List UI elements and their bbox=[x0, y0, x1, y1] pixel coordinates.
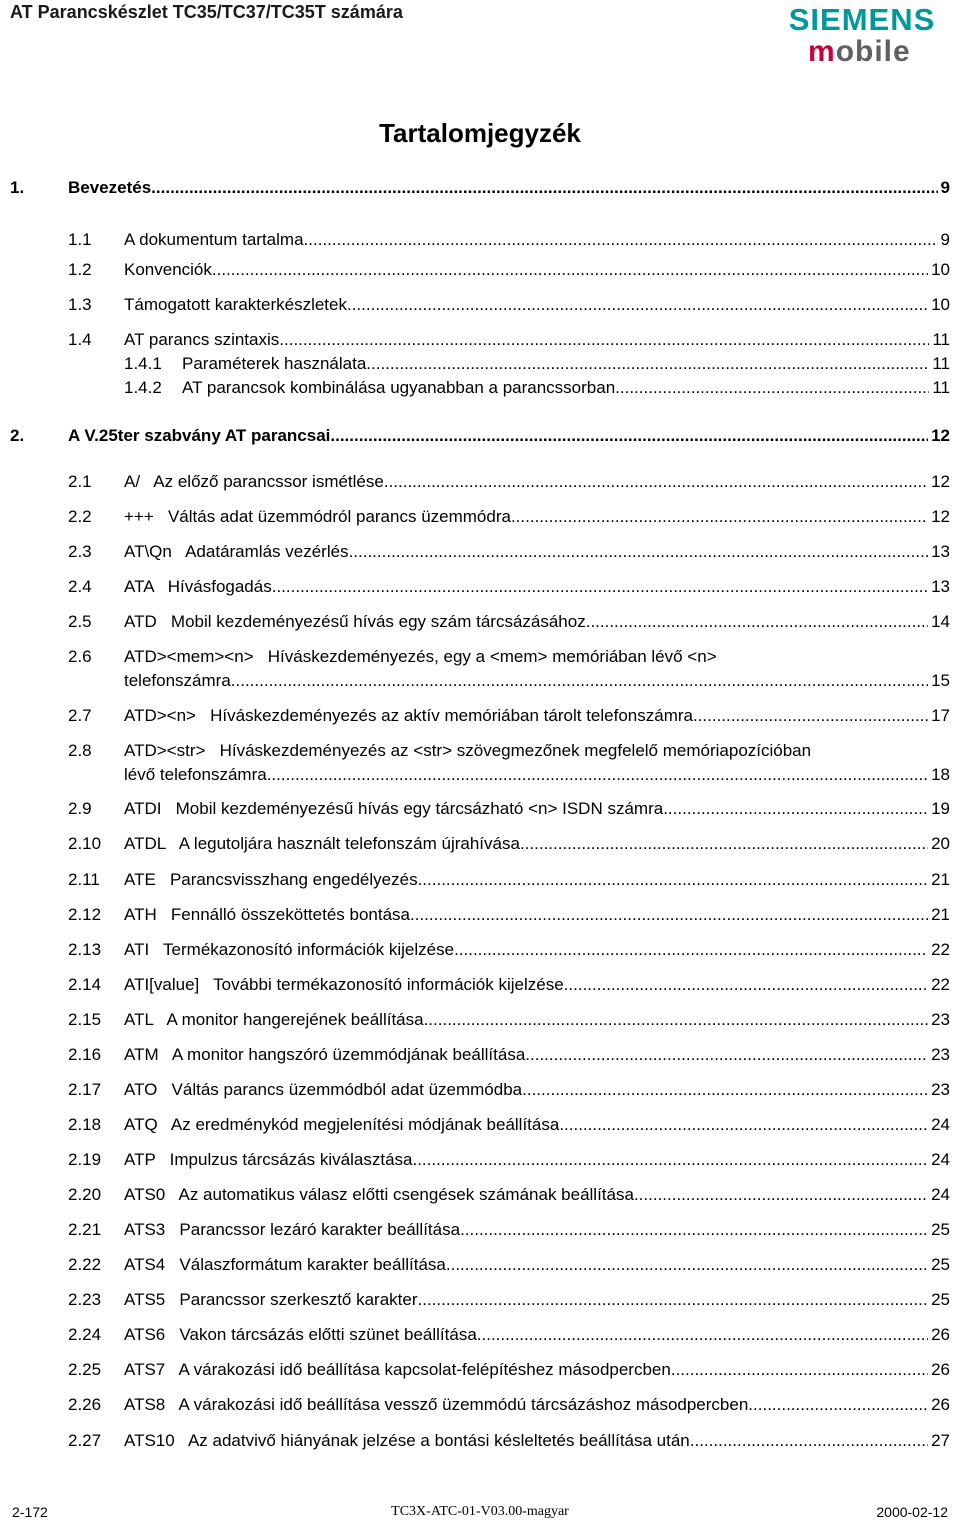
toc-entry-text: ATI Termékazonosító információk kijelzése bbox=[124, 940, 455, 959]
toc-entry-page: 23 bbox=[931, 1045, 950, 1064]
toc-entry-text: ATD><str> Híváskezdeményezés az <str> szövegmezőnek megfelelő memóriapozícióban bbox=[124, 741, 812, 760]
toc-entry-page: 20 bbox=[931, 834, 950, 853]
toc-entry-text: ATS8 A várakozási idő beállítása vessző üzemmódú tárcsázáshoz másodpercben bbox=[124, 1395, 749, 1414]
toc-entry-text: ATDI Mobil kezdeményezésű hívás egy tárcsázható <n> ISDN számra bbox=[124, 799, 664, 818]
toc-entry-text: ATM A monitor hangszóró üzemmódjának beállítása bbox=[124, 1045, 526, 1064]
toc-entry[interactable] bbox=[68, 832, 950, 856]
toc-dot-leader bbox=[212, 258, 928, 282]
toc-entry-number: 2.16 bbox=[68, 1045, 102, 1064]
toc-entry-page: 22 bbox=[931, 940, 950, 959]
toc-entry[interactable] bbox=[68, 293, 950, 317]
logo-mobile-m: m bbox=[808, 35, 836, 68]
toc-entry-page: 9 bbox=[940, 178, 950, 197]
logo-siemens-text: SIEMENS bbox=[788, 2, 936, 37]
toc-dot-leader bbox=[690, 1429, 928, 1453]
toc-entry-text: ATS3 Parancssor lezáró karakter beállítása bbox=[124, 1220, 461, 1239]
toc-entry-text: ATD Mobil kezdeményezésű hívás egy szám tárcsázásához bbox=[124, 612, 586, 631]
toc-entry[interactable] bbox=[68, 1148, 950, 1172]
logo-mobile-rest: obile bbox=[835, 35, 911, 68]
toc-entry[interactable] bbox=[68, 797, 950, 821]
toc-entry-text: AT\Qn Adatáramlás vezérlés bbox=[124, 542, 349, 561]
toc-entry-text: ATA Hívásfogadás bbox=[124, 577, 272, 596]
toc-entry[interactable] bbox=[68, 1218, 950, 1242]
toc-entry-page: 9 bbox=[940, 230, 950, 249]
toc-entry-text: ATS7 A várakozási idő beállítása kapcsolat-felépítéshez másodpercben bbox=[124, 1360, 671, 1379]
toc-dot-leader bbox=[267, 763, 928, 787]
toc-entry[interactable] bbox=[68, 739, 950, 787]
toc-entry[interactable] bbox=[68, 903, 950, 927]
toc-entry-number: 1.3 bbox=[68, 295, 92, 314]
toc-entry-text: ATL A monitor hangerejének beállítása bbox=[124, 1010, 424, 1029]
toc-entry-page: 12 bbox=[931, 472, 950, 491]
toc-entry[interactable] bbox=[68, 540, 950, 564]
toc-entry[interactable] bbox=[10, 176, 950, 200]
toc-dot-leader bbox=[522, 1078, 928, 1102]
toc-entry[interactable] bbox=[68, 505, 950, 529]
toc-entry[interactable] bbox=[68, 470, 950, 494]
toc-entry-page: 24 bbox=[931, 1150, 950, 1169]
toc-entry-text: ATH Fennálló összeköttetés bontása bbox=[124, 905, 411, 924]
toc-entry-text: Konvenciók bbox=[124, 260, 212, 279]
toc-entry-text: ATP Impulzus tárcsázás kiválasztása bbox=[124, 1150, 413, 1169]
toc-entry-number: 2.1 bbox=[68, 472, 92, 491]
toc-dot-leader bbox=[663, 797, 928, 821]
toc-dot-leader bbox=[460, 1218, 928, 1242]
toc-entry-page: 27 bbox=[931, 1431, 950, 1450]
toc-entry[interactable] bbox=[68, 1183, 950, 1207]
toc-entry-text: ATS4 Válaszformátum karakter beállítása bbox=[124, 1255, 446, 1274]
toc-dot-leader bbox=[559, 1113, 928, 1137]
toc-entry-number: 2.26 bbox=[68, 1395, 102, 1414]
toc-dot-leader bbox=[693, 704, 928, 728]
toc-entry-number: 2.23 bbox=[68, 1290, 102, 1309]
footer-page-number: 2-172 bbox=[12, 1504, 48, 1520]
toc-entry-page: 17 bbox=[931, 706, 950, 725]
toc-entry[interactable] bbox=[68, 1043, 950, 1067]
toc-entry[interactable] bbox=[68, 704, 950, 728]
toc-entry[interactable] bbox=[68, 610, 950, 634]
toc-entry-text: A/ Az előző parancssor ismétlése bbox=[124, 472, 384, 491]
toc-entry-text: AT parancs szintaxis bbox=[124, 330, 280, 349]
toc-dot-leader bbox=[412, 1148, 928, 1172]
toc-entry-number: 2.10 bbox=[68, 834, 102, 853]
toc-entry-page: 26 bbox=[931, 1325, 950, 1344]
toc-entry-number: 2. bbox=[10, 426, 25, 445]
toc-entry[interactable] bbox=[124, 352, 950, 376]
toc-entry-text: +++ Váltás adat üzemmódról parancs üzemmódra bbox=[124, 507, 511, 526]
toc-entry-text: Bevezetés bbox=[68, 178, 152, 197]
toc-entry[interactable] bbox=[68, 228, 950, 252]
toc-entry-page: 26 bbox=[931, 1395, 950, 1414]
toc-entry[interactable] bbox=[68, 575, 950, 599]
toc-entry-number: 1.1 bbox=[68, 230, 92, 249]
toc-entry-number: 2.22 bbox=[68, 1255, 102, 1274]
footer-document-id: TC3X-ATC-01-V03.00-magyar bbox=[391, 1504, 569, 1519]
toc-entry[interactable] bbox=[10, 424, 950, 448]
toc-entry[interactable] bbox=[68, 1358, 950, 1382]
toc-dot-leader bbox=[634, 1183, 928, 1207]
toc-entry-text: Paraméterek használata bbox=[182, 354, 367, 373]
toc-entry-number: 2.13 bbox=[68, 940, 102, 959]
toc-dot-leader bbox=[564, 973, 928, 997]
toc-entry-page: 21 bbox=[931, 905, 950, 924]
toc-entry-text: ATS0 Az automatikus válasz előtti csengések számának beállítása bbox=[124, 1185, 634, 1204]
toc-entry-text: ATO Váltás parancs üzemmódból adat üzemmódba bbox=[124, 1080, 523, 1099]
toc-entry-number: 1.4.2 bbox=[124, 378, 162, 397]
toc-dot-leader bbox=[330, 424, 928, 448]
toc-entry[interactable] bbox=[68, 1008, 950, 1032]
toc-entry-page: 21 bbox=[931, 870, 950, 889]
toc-dot-leader bbox=[304, 228, 938, 252]
toc-entry-page: 23 bbox=[931, 1010, 950, 1029]
toc-dot-leader bbox=[151, 176, 937, 200]
toc-entry-number: 2.25 bbox=[68, 1360, 102, 1379]
toc-entry-number: 2.14 bbox=[68, 975, 102, 994]
toc-entry-number: 2.7 bbox=[68, 706, 92, 725]
toc-entry-number: 2.9 bbox=[68, 799, 92, 818]
toc-entry-text: ATD><mem><n> Híváskezdeményezés, egy a <mem> memóriában lévő <n> bbox=[124, 647, 717, 666]
footer-date: 2000-02-12 bbox=[876, 1504, 948, 1520]
toc-entry[interactable] bbox=[68, 1288, 950, 1312]
toc-entry-page: 18 bbox=[931, 765, 950, 784]
toc-entry[interactable] bbox=[124, 376, 950, 400]
toc-dot-leader bbox=[272, 575, 928, 599]
toc-entry-number: 2.24 bbox=[68, 1325, 102, 1344]
toc-entry-number: 2.8 bbox=[68, 741, 92, 760]
toc-dot-leader bbox=[349, 540, 929, 564]
toc-entry-text: A V.25ter szabvány AT parancsai bbox=[68, 426, 331, 445]
toc-entry-number: 1.2 bbox=[68, 260, 92, 279]
toc-dot-leader bbox=[615, 376, 929, 400]
toc-entry-text: ATS10 Az adatvivő hiányának jelzése a bontási késleltetés beállítása után bbox=[124, 1431, 690, 1450]
toc-entry-page: 15 bbox=[931, 671, 950, 690]
toc-entry-page: 13 bbox=[931, 577, 950, 596]
toc-entry-number: 2.5 bbox=[68, 612, 92, 631]
toc-entry-number: 2.19 bbox=[68, 1150, 102, 1169]
toc-dot-leader bbox=[520, 832, 928, 856]
toc-entry-number: 2.20 bbox=[68, 1185, 102, 1204]
toc-entry-number: 1.4 bbox=[68, 330, 92, 349]
toc-entry[interactable] bbox=[68, 1253, 950, 1277]
toc-entry-page: 25 bbox=[931, 1220, 950, 1239]
toc-entry-page: 12 bbox=[931, 507, 950, 526]
toc-entry[interactable] bbox=[68, 328, 950, 352]
toc-entry-number: 2.15 bbox=[68, 1010, 102, 1029]
toc-dot-leader bbox=[748, 1393, 928, 1417]
toc-entry-page: 22 bbox=[931, 975, 950, 994]
toc-dot-leader bbox=[231, 669, 928, 693]
toc-entry[interactable] bbox=[68, 938, 950, 962]
toc-entry-page: 10 bbox=[931, 260, 950, 279]
toc-entry-text: ATQ Az eredménykód megjelenítési módjának beállítása bbox=[124, 1115, 560, 1134]
toc-entry-text: Támogatott karakterkészletek bbox=[124, 295, 347, 314]
toc-entry-page: 11 bbox=[932, 354, 950, 373]
toc-entry-number: 2.18 bbox=[68, 1115, 102, 1134]
toc-entry-text: ATS6 Vakon tárcsázás előtti szünet beállítása bbox=[124, 1325, 477, 1344]
toc-entry[interactable] bbox=[68, 1323, 950, 1347]
toc-dot-leader bbox=[410, 903, 928, 927]
toc-dot-leader bbox=[454, 938, 928, 962]
toc-entry-number: 2.17 bbox=[68, 1080, 102, 1099]
toc-entry[interactable] bbox=[68, 1429, 950, 1453]
toc-entry-page: 11 bbox=[932, 330, 950, 349]
toc-entry-page: 12 bbox=[931, 426, 950, 445]
toc-entry-text-continued: telefonszámra bbox=[124, 671, 231, 690]
toc-entry[interactable] bbox=[68, 645, 950, 693]
toc-entry-page: 11 bbox=[932, 378, 950, 397]
toc-entry-page: 26 bbox=[931, 1360, 950, 1379]
toc-entry-page: 24 bbox=[931, 1115, 950, 1134]
toc-entry-page: 13 bbox=[931, 542, 950, 561]
toc-entry-number: 2.21 bbox=[68, 1220, 102, 1239]
toc-dot-leader bbox=[477, 1323, 928, 1347]
toc-dot-leader bbox=[511, 505, 928, 529]
toc-entry-text: AT parancsok kombinálása ugyanabban a parancssorban bbox=[182, 378, 616, 397]
toc-entry-page: 25 bbox=[931, 1290, 950, 1309]
toc-dot-leader bbox=[446, 1253, 928, 1277]
toc-dot-leader bbox=[384, 470, 928, 494]
toc-entry[interactable] bbox=[68, 258, 950, 282]
toc-entry-number: 2.27 bbox=[68, 1431, 102, 1450]
toc-dot-leader bbox=[586, 610, 928, 634]
toc-entry[interactable] bbox=[68, 1078, 950, 1102]
toc-entry-page: 24 bbox=[931, 1185, 950, 1204]
toc-entry-text-continued: lévő telefonszámra bbox=[124, 765, 267, 784]
toc-dot-leader bbox=[418, 868, 929, 892]
toc-entry-text: ATS5 Parancssor szerkesztő karakter bbox=[124, 1290, 418, 1309]
toc-dot-leader bbox=[418, 1288, 929, 1312]
toc-entry-number: 2.3 bbox=[68, 542, 92, 561]
toc-title: Tartalomjegyzék bbox=[379, 118, 581, 148]
toc-dot-leader bbox=[525, 1043, 928, 1067]
toc-entry-text: ATD><n> Híváskezdeményezés az aktív memóriában tárolt telefonszámra bbox=[124, 706, 693, 725]
toc-entry-text: ATE Parancsvisszhang engedélyezés bbox=[124, 870, 418, 889]
toc-dot-leader bbox=[671, 1358, 928, 1382]
toc-entry-page: 25 bbox=[931, 1255, 950, 1274]
toc-entry-number: 1.4.1 bbox=[124, 354, 162, 373]
toc-entry[interactable] bbox=[68, 973, 950, 997]
document-header-title: AT Parancskészlet TC35/TC37/TC35T számára bbox=[10, 2, 403, 22]
toc-dot-leader bbox=[424, 1008, 929, 1032]
toc-entry[interactable] bbox=[68, 868, 950, 892]
toc-dot-leader bbox=[366, 352, 929, 376]
toc-entry-page: 19 bbox=[931, 799, 950, 818]
toc-entry-number: 1. bbox=[10, 178, 25, 197]
toc-entry-text: A dokumentum tartalma bbox=[124, 230, 304, 249]
toc-entry[interactable] bbox=[68, 1393, 950, 1417]
toc-dot-leader bbox=[347, 293, 928, 317]
toc-dot-leader bbox=[279, 328, 929, 352]
siemens-mobile-logo bbox=[778, 4, 948, 70]
toc-entry-number: 2.12 bbox=[68, 905, 102, 924]
logo-mobile-text bbox=[808, 36, 911, 68]
toc-entry-page: 14 bbox=[931, 612, 950, 631]
toc-entry-text: ATDL A legutoljára használt telefonszám újrahívása bbox=[124, 834, 520, 853]
toc-entry-page: 23 bbox=[931, 1080, 950, 1099]
toc-entry-number: 2.6 bbox=[68, 647, 92, 666]
toc-entry-number: 2.2 bbox=[68, 507, 92, 526]
toc-entry-page: 10 bbox=[931, 295, 950, 314]
toc-entry[interactable] bbox=[68, 1113, 950, 1137]
toc-entry-number: 2.11 bbox=[68, 870, 100, 889]
toc-entry-text: ATI[value] További termékazonosító információk kijelzése bbox=[124, 975, 564, 994]
toc-entry-number: 2.4 bbox=[68, 577, 92, 596]
